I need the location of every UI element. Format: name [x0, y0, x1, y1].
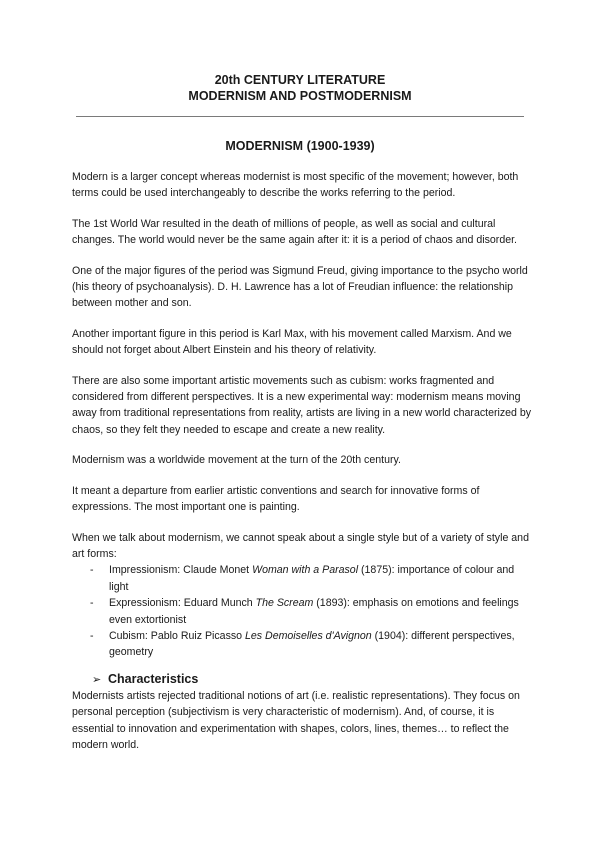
artwork-title: Les Demoiselles d'Avignon: [245, 629, 372, 642]
artwork-title: The Scream: [255, 597, 314, 610]
art-forms-list: [72, 562, 532, 660]
list-dash: -: [90, 629, 94, 642]
document-title: [0, 72, 600, 104]
title-divider: [76, 116, 524, 117]
paragraph: The 1st World War resulted in the death of millions of people, as well as social and cultural changes. The world would never be the same again after it: it is a period of chaos and disorder.: [72, 217, 518, 247]
list-dash: -: [90, 597, 94, 610]
paragraph: Modernism was a worldwide movement at the turn of the 20th century.: [72, 454, 401, 467]
item-text: (1904): different perspectives, geometry: [109, 629, 515, 659]
paragraph: Modernists artists rejected traditional notions of art (i.e. realistic representations). They focus on personal perception (subjectivism is very characteristic of modernism). And, of course, it is essential to innovation and experimentation with shapes, colors, lines, themes… to reflect the modern world.: [72, 689, 520, 751]
item-text: Cubism: Pablo Ruiz Picasso: [109, 629, 246, 642]
item-text: (1875): importance of colour and light: [109, 564, 515, 593]
paragraph: When we talk about modernism, we cannot speak about a single style but of a variety of style and art forms:: [72, 531, 529, 560]
paragraph: It meant a departure from earlier artistic conventions and search for innovative forms of expressions. The most important one is painting.: [72, 484, 480, 514]
paragraph: Another important figure in this period is Karl Max, with his movement called Marxism. And we should not forget about Albert Einstein and his theory of relativity.: [72, 327, 512, 357]
item-text: Expressionism: Eduard Munch: [109, 597, 256, 610]
paragraph: One of the major figures of the period was Sigmund Freud, giving importance to the psycho world (his theory of psychoanalysis). D. H. Lawrence has a lot of Freudian influence: the relationship between mother and son.: [72, 264, 528, 310]
title-line-1: 20th CENTURY LITERATURE: [214, 73, 386, 87]
paragraph: There are also some important artistic movements such as cubism: works fragmented and considered from different perspectives. It is a new experimental way: modernism means moving away from traditional representations from reality, artists are living in a new world characterized by chaos, so they felt they needed to escape and create a new reality.: [72, 374, 532, 436]
list-item: [72, 628, 532, 661]
characteristics-heading: [92, 671, 532, 688]
list-dash: -: [90, 564, 94, 577]
body-text: [72, 169, 532, 753]
list-item: [72, 562, 532, 595]
paragraph: Modern is a larger concept whereas modernist is most specific of the movement; however, both terms could be used interchangeably to describe the works referring to the period.: [72, 171, 519, 200]
title-line-2: MODERNISM AND POSTMODERNISM: [188, 89, 412, 103]
item-text: Impressionism: Claude Monet: [109, 564, 253, 577]
list-item: [72, 595, 532, 628]
arrow-bullet-icon: ➢: [92, 673, 102, 686]
section-title: MODERNISM (1900-1939): [225, 139, 375, 153]
item-text: (1893): emphasis on emotions and feelings even extortionist: [109, 597, 519, 626]
artwork-title: Woman with a Parasol: [252, 564, 359, 577]
heading-label: Characteristics: [108, 671, 199, 686]
